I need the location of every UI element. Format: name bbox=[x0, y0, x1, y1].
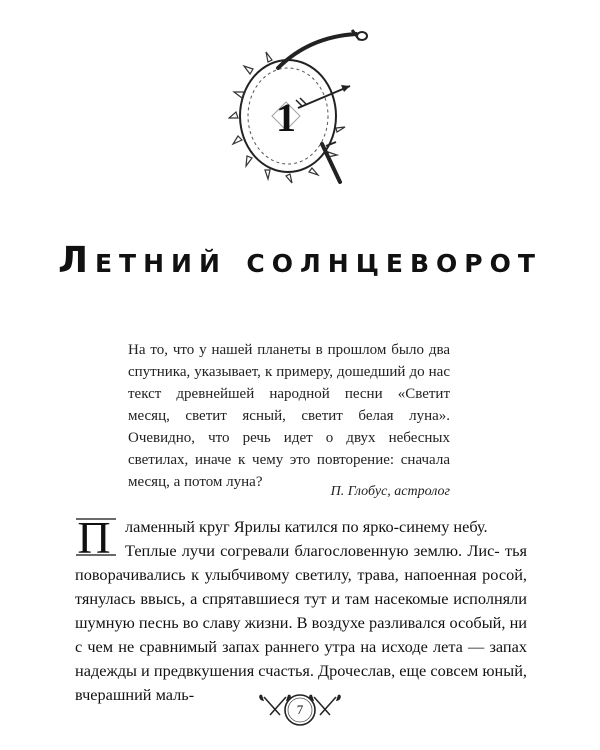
epigraph bbox=[128, 339, 450, 493]
epigraph-author: П. Глобус, астролог bbox=[330, 484, 450, 499]
page-footer bbox=[250, 687, 350, 737]
epigraph-text: На то, что у нашей планеты в прошлом было два спутника, указывает, к примеру, дошедший до нас текст древнейшей народной песни «Светит месяц, светит ясный, светит белая луна». Очевидно, что речь идет о двух небесных светилах, иначе к чему это повторение: сначала месяц, а потом луна? bbox=[128, 342, 450, 490]
chapter-title: Летний солнцеворот bbox=[58, 240, 542, 281]
body-second-line: Теплые лучи согревали благословенную землю. Лис- bbox=[125, 541, 500, 560]
body-text bbox=[75, 515, 527, 707]
body-first-line: ламенный круг Ярилы катился по ярко-синему небу. bbox=[125, 517, 488, 536]
drop-cap-letter: П bbox=[77, 515, 111, 557]
page-number: 7 bbox=[296, 702, 304, 717]
body-paragraph: тья поворачивались к улыбчивому светилу, трава, напоенная росой, тянулась ввысь, а спрятавшиеся тут и там насекомые исполняли шумную песнь во славу жизни. В воздухе разливался особый, ни с чем не сравнимый запах раннего утра на исходе лета — запах надежды и предвкушения счастья. Дрочеслав, еще совсем юный, вчерашний маль- bbox=[75, 541, 527, 704]
chapter-emblem bbox=[228, 28, 378, 188]
chapter-number: 1 bbox=[276, 95, 296, 140]
